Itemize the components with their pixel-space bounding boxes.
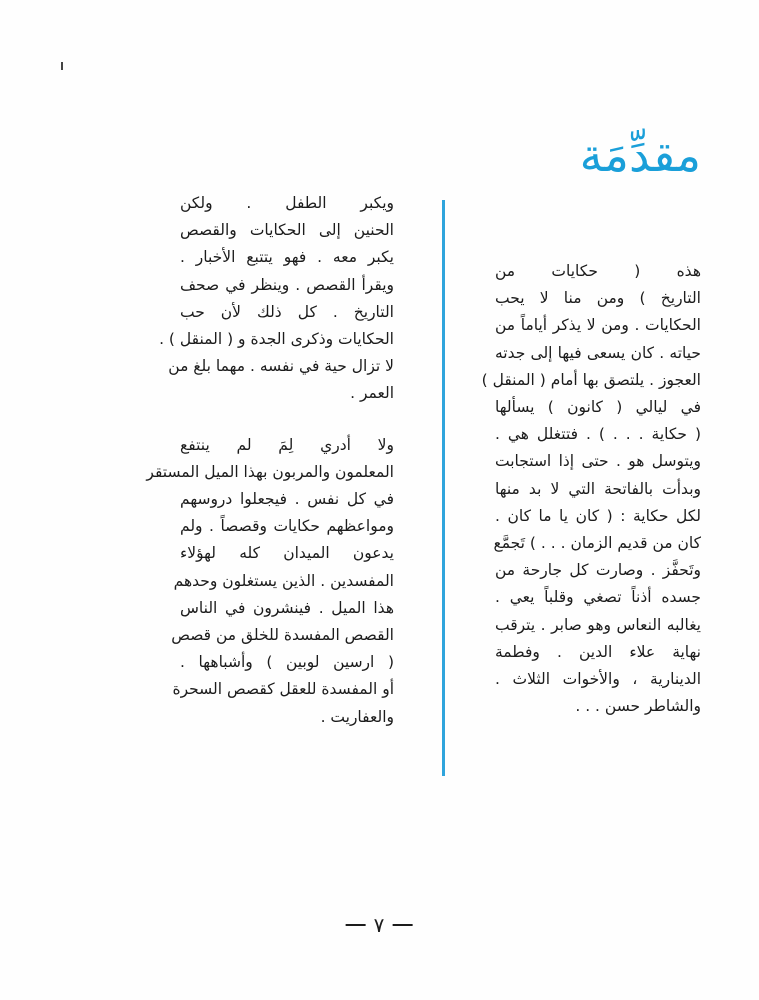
text-line: لكل حكاية : ( كان يا ما كان . [495, 506, 701, 525]
text-line: ويكبر الطفل . ولكن [180, 194, 394, 212]
page-number [346, 913, 413, 937]
text-line: وتَحفَّز . وصارت كل جارحة من [495, 561, 701, 580]
text-line: كان من قديم الزمان . . . ) تَجمَّع [493, 534, 701, 553]
text-line: ( حكاية . . . ) . فتتغلل هي . [495, 425, 701, 444]
folio-dash [392, 924, 412, 926]
text-line: وبدأت بالفاتحة التي لا بد منها [495, 479, 701, 498]
text-line: الحكايات وذكرى الجدة و ( المنقل ) . [159, 330, 394, 349]
text-line: ويقرأ القصص . وينظر في صحف [180, 275, 394, 294]
text-line: أو المفسدة للعقل كقصص السحرة [172, 680, 394, 699]
page-title: مقدِّمَة [579, 128, 701, 182]
text-line: المعلمون والمربون بهذا الميل المستقر [146, 462, 394, 481]
text-line: ( ارسين لوبين ) وأشباهها . [180, 653, 394, 672]
text-line: والشاطر حسن . . . [575, 697, 701, 716]
text-line: التاريخ . كل ذلك لأن حب [180, 302, 394, 321]
text-line: ويتوسل هو . حتى إذا استجابت [495, 452, 701, 471]
paragraph-educators [146, 432, 394, 731]
text-line: ولا أدري لِمَ لم ينتفع [180, 435, 394, 454]
right-column [481, 258, 701, 720]
margin-mark [61, 62, 63, 70]
text-line: في ليالي ( كانون ) يسألها [495, 398, 701, 417]
text-line: المفسدين . الذين يستغلون وحدهم [173, 571, 394, 590]
text-line: يدعون الميدان كله لهؤلاء [180, 544, 394, 563]
text-line: نهاية علاء الدين . وفطمة [495, 642, 701, 661]
introduction-paragraph [481, 258, 701, 720]
text-line: العجوز . يلتصق بها أمام ( المنقل ) [481, 370, 701, 389]
text-line: لا تزال حية في نفسه . مهما بلغ من [168, 357, 394, 376]
paragraph-child-grows [159, 190, 394, 408]
column-divider [442, 200, 445, 776]
text-line: ومواعظهم حكايات وقصصاً . ولم [180, 517, 394, 536]
text-line: في كل نفس . فيجعلوا دروسهم [180, 490, 394, 509]
left-column [146, 190, 394, 731]
page-number-value: ٧ [373, 913, 385, 937]
text-line: يغالبه النعاس وهو صابر . يترقب [495, 615, 701, 634]
text-line: الحنين إلى الحكايات والقصص [180, 221, 394, 240]
text-line: هذه ( حكايات من [495, 262, 701, 280]
text-line: القصص المفسدة للخلق من قصص [171, 626, 394, 645]
text-line: هذا الميل . فينشرون في الناس [180, 598, 394, 617]
text-line: التاريخ ) ومن منا لا يحب [495, 289, 701, 308]
text-line: جسده أذناً تصغي وقلباً يعي . [495, 588, 701, 607]
text-line: حياته . كان يسعى فيها إلى جدته [495, 343, 701, 362]
text-line: والعفاريت . [320, 707, 394, 726]
text-line: الحكايات . ومن لا يذكر أياماً من [495, 316, 701, 335]
folio-dash [346, 924, 366, 926]
text-line: الدينارية ، والأخوات الثلاث . [495, 670, 701, 689]
text-line: العمر . [350, 384, 394, 403]
text-line: يكبر معه . فهو يتتبع الأخبار . [180, 248, 394, 267]
